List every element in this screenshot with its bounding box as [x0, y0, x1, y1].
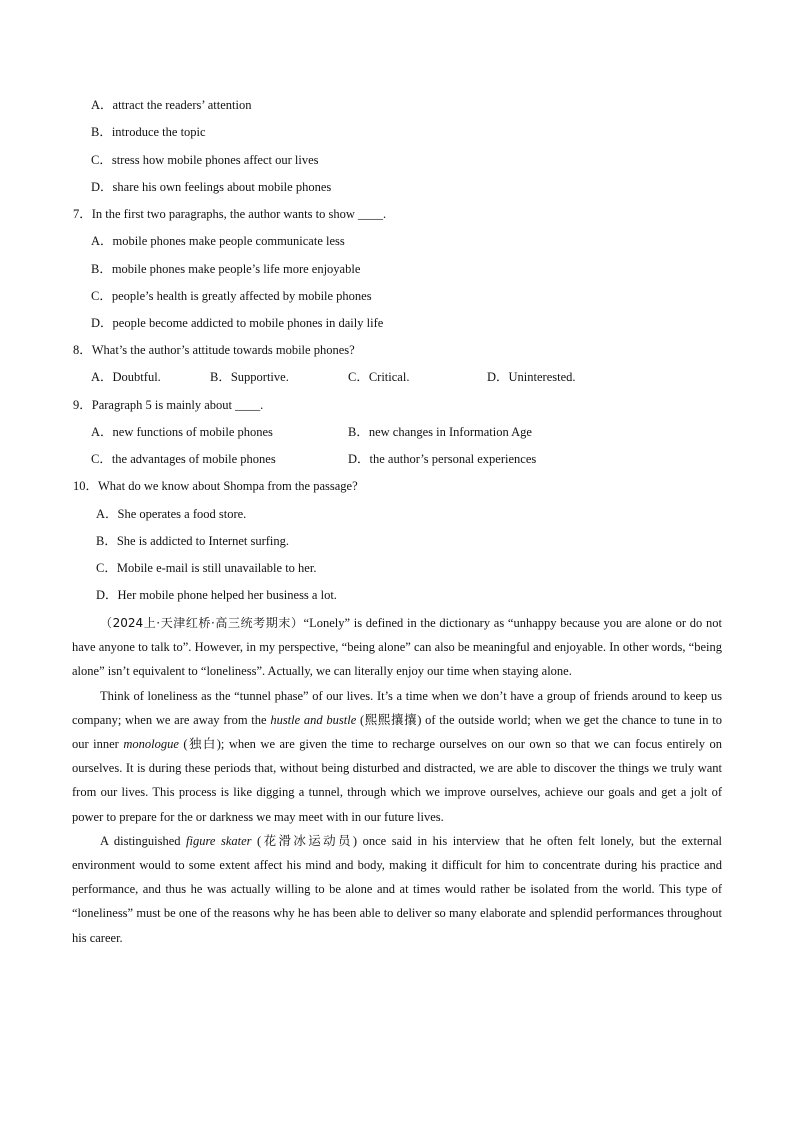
q10-option-d: D．Her mobile phone helped her business a lot. — [96, 588, 337, 602]
q7-option-a: A．mobile phones make people communicate less — [91, 234, 345, 248]
q9-option-b: B．new changes in Information Age — [348, 425, 532, 439]
passage-paragraph-2 — [72, 684, 722, 829]
q8-option-c: C．Critical. — [348, 370, 410, 384]
q6-option-a: A．attract the readers’ attention — [91, 98, 252, 112]
q10-stem: 10．What do we know about Shompa from the passage? — [73, 479, 358, 493]
q6-option-d: D．share his own feelings about mobile phones — [91, 180, 332, 194]
paragraph-2-text-b: (熙熙攘攘) of the outside world; when we get the chance to tune in to our inner — [72, 712, 722, 752]
q8-option-a: A．Doubtful. — [91, 370, 161, 384]
q8-option-b: B．Supportive. — [210, 370, 289, 384]
term-hustle-and-bustle: hustle and bustle — [270, 712, 357, 727]
q9-option-a: A．new functions of mobile phones — [91, 425, 273, 439]
term-monologue: monologue — [123, 737, 179, 752]
passage-source: （2024上·天津红桥·高三统考期末） — [100, 616, 304, 630]
q7-option-b: B．mobile phones make people’s life more enjoyable — [91, 262, 361, 276]
q8-option-d: D．Uninterested. — [487, 370, 576, 384]
q9-stem: 9．Paragraph 5 is mainly about ____. — [73, 398, 264, 412]
q7-option-d: D．people become addicted to mobile phones in daily life — [91, 316, 384, 330]
q7-stem: 7．In the first two paragraphs, the author wants to show ____. — [73, 207, 387, 221]
paragraph-3-text-a: A distinguished — [100, 833, 187, 848]
q9-option-c: C．the advantages of mobile phones — [91, 452, 276, 466]
q7-option-c: C．people’s health is greatly affected by mobile phones — [91, 289, 372, 303]
paragraph-1-text: “Lonely” is defined in the dictionary as “unhappy because you are alone or do not have anyone to talk to”. However, in my perspective, “being alone” can also be meaningful and enjoyable. In other words, “being alone” isn’t equivalent to “loneliness”. Actually, we can literally enjoy our time when staying alone. — [72, 616, 722, 679]
q10-option-a: A．She operates a food store. — [96, 507, 247, 521]
term-figure-skater: figure skater — [186, 833, 252, 848]
q6-option-b: B．introduce the topic — [91, 125, 206, 139]
paragraph-2-text-c: (独白); when we are given the time to recharge ourselves on our own so that we can focus entirely on ourselves. It is during these periods that, without being disturbed and distracted, we are able to discover the things we truly want from our lives. This process is like digging a tunnel, through which we improve ourselves, achieve our goals and get a jolt of power to prepare for the or darkness we may meet with in our future lives. — [72, 737, 722, 824]
q10-option-b: B．She is addicted to Internet surfing. — [96, 534, 290, 548]
q6-option-c: C．stress how mobile phones affect our lives — [91, 153, 319, 167]
reading-passage — [72, 611, 722, 950]
q9-option-d: D．the author’s personal experiences — [348, 452, 537, 466]
q10-option-c: C．Mobile e-mail is still unavailable to her. — [96, 561, 317, 575]
passage-paragraph-1 — [72, 611, 722, 684]
q8-stem: 8．What’s the author’s attitude towards mobile phones? — [73, 343, 355, 357]
paragraph-2-text-a: Think of loneliness as the “tunnel phase” of our lives. It’s a time when we don’t have a group of friends around to keep us company; when we are away from the — [72, 688, 722, 727]
paragraph-3-text-b: (花滑冰运动员) once said in his interview that he often felt lonely, but the external environment would to some extent affect his mind and body, making it difficult for him to concentrate during his practice and performance, and thus he was actually willing to be alone and at times would rather be isolated from the world. This type of “loneliness” must be one of the reasons why he has been able to deliver so many elaborate and splendid performances throughout his career. — [72, 833, 722, 945]
passage-paragraph-3 — [72, 829, 722, 950]
